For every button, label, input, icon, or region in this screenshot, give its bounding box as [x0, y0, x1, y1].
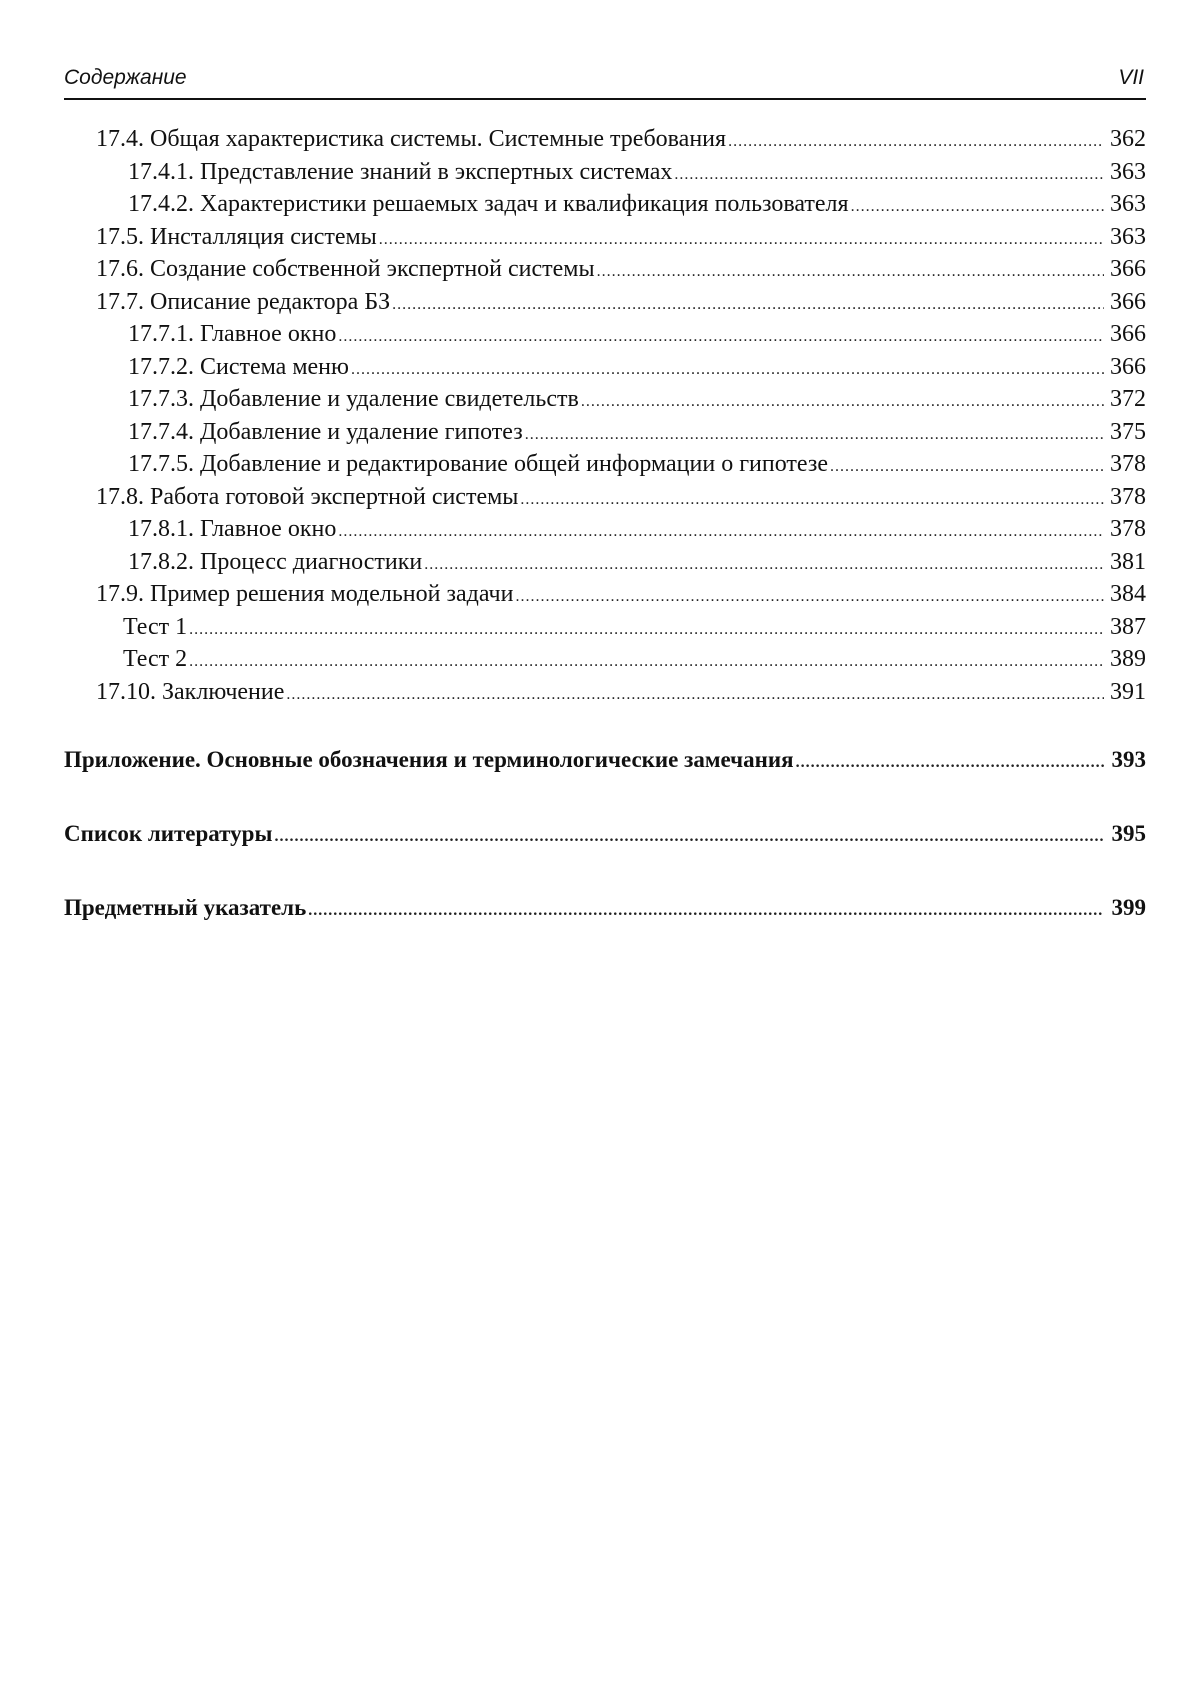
toc-entry[interactable]: [64, 354, 1146, 387]
toc-entry[interactable]: [64, 484, 1146, 517]
dot-leader: [189, 621, 1104, 639]
toc-entry[interactable]: [64, 646, 1146, 679]
toc-entry-title: 17.7.4. Добавление и удаление гипотез: [128, 418, 523, 445]
spacer: [64, 711, 1146, 747]
toc-entry[interactable]: [64, 289, 1146, 322]
toc-entry-title: 17.4. Общая характеристика системы. Системные требования: [96, 126, 727, 152]
dot-leader: [189, 653, 1104, 671]
toc-entry-title: 17.8.1. Главное окно: [128, 516, 337, 542]
dot-leader: [525, 426, 1104, 444]
toc-entry-page: 362: [1110, 126, 1146, 152]
dot-leader: [830, 458, 1104, 476]
toc-entry-title: 17.7. Описание редактора БЗ: [96, 288, 391, 315]
toc-entry[interactable]: [64, 614, 1146, 647]
toc-entry-title: 17.10. Заключение: [96, 678, 285, 705]
toc-entry[interactable]: [64, 256, 1146, 289]
toc-entry[interactable]: [64, 386, 1146, 419]
toc-entry-title: 17.4.2. Характеристики решаемых задач и квалификация пользователя: [128, 191, 849, 217]
toc-entry-page: 363: [1110, 158, 1146, 185]
toc-entry[interactable]: [64, 224, 1146, 257]
toc-entry[interactable]: [64, 516, 1146, 549]
toc-entry-title: 17.7.5. Добавление и редактирование общей информации о гипотезе: [128, 451, 828, 477]
toc-entry-title: 17.8.2. Процесс диагностики: [128, 548, 423, 575]
dot-leader: [286, 686, 1104, 704]
toc-entry-page: 366: [1110, 321, 1146, 347]
toc-entry[interactable]: [64, 321, 1146, 354]
toc-entry[interactable]: [64, 191, 1146, 224]
toc-entry-page: 378: [1110, 516, 1146, 542]
toc-entry[interactable]: [64, 451, 1146, 484]
toc-entry-title: 17.6. Создание собственной экспертной системы: [96, 256, 595, 282]
toc-entry-title: 17.7.3. Добавление и удаление свидетельств: [128, 386, 579, 412]
header-page-number: VII: [1118, 66, 1144, 89]
toc-chapter-index[interactable]: [64, 895, 1146, 931]
toc-entry[interactable]: [64, 159, 1146, 192]
dot-leader: [274, 828, 1104, 846]
toc-entry-title: 17.4.1. Представление знаний в экспертных системах: [128, 158, 673, 185]
toc-entry-page: 389: [1110, 646, 1146, 672]
dot-leader: [520, 491, 1104, 509]
dot-leader: [392, 296, 1104, 314]
header-section-title: Содержание: [64, 66, 187, 89]
dot-leader: [338, 523, 1104, 541]
dot-leader: [796, 754, 1104, 772]
toc-entry[interactable]: [64, 126, 1146, 159]
spacer: [64, 857, 1146, 895]
toc-entry-title: 17.7.1. Главное окно: [128, 321, 337, 347]
dot-leader: [851, 198, 1104, 216]
toc-entry-page: 391: [1110, 678, 1146, 705]
dot-leader: [338, 328, 1104, 346]
running-header: [64, 62, 1146, 100]
toc-entry-page: 378: [1110, 451, 1146, 477]
toc-chapter-references[interactable]: [64, 821, 1146, 857]
toc-entry-page: 375: [1110, 418, 1146, 445]
dot-leader: [597, 263, 1104, 281]
dot-leader: [728, 133, 1104, 151]
toc-entry-title: Тест 2: [123, 646, 188, 672]
dot-leader: [308, 902, 1104, 920]
toc-chapter-appendix[interactable]: [64, 747, 1146, 783]
toc-chapter-title: Список литературы: [64, 821, 273, 846]
toc-chapter-page: 395: [1111, 821, 1146, 846]
toc-chapter-page: 399: [1111, 895, 1146, 920]
toc-entry-page: 378: [1110, 483, 1146, 510]
dot-leader: [351, 361, 1104, 379]
toc-entry-page: 372: [1110, 386, 1146, 412]
table-of-contents: [64, 126, 1146, 931]
dot-leader: [581, 393, 1104, 411]
toc-entry-page: 363: [1110, 223, 1146, 250]
toc-entry-title: 17.7.2. Система меню: [128, 353, 349, 380]
dot-leader: [674, 166, 1104, 184]
toc-entry-page: 366: [1110, 353, 1146, 380]
toc-entry-page: 363: [1110, 191, 1146, 217]
toc-entry-page: 366: [1110, 288, 1146, 315]
dot-leader: [515, 588, 1104, 606]
dot-leader: [379, 231, 1104, 249]
dot-leader: [424, 556, 1104, 574]
spacer: [64, 783, 1146, 821]
toc-entry-page: 387: [1110, 613, 1146, 640]
toc-chapter-title: Приложение. Основные обозначения и терминологические замечания: [64, 747, 794, 772]
toc-entry-title: 17.9. Пример решения модельной задачи: [96, 581, 514, 607]
toc-entry[interactable]: [64, 581, 1146, 614]
toc-chapter-title: Предметный указатель: [64, 895, 307, 920]
toc-entry-title: 17.8. Работа готовой экспертной системы: [96, 483, 519, 510]
toc-entry[interactable]: [64, 419, 1146, 452]
toc-entry[interactable]: [64, 679, 1146, 712]
toc-entry[interactable]: [64, 549, 1146, 582]
toc-entry-title: 17.5. Инсталляция системы: [96, 223, 377, 250]
toc-entry-page: 384: [1110, 581, 1146, 607]
toc-entry-page: 366: [1110, 256, 1146, 282]
toc-chapter-page: 393: [1111, 747, 1146, 772]
toc-entry-page: 381: [1110, 548, 1146, 575]
toc-entry-title: Тест 1: [123, 613, 188, 640]
